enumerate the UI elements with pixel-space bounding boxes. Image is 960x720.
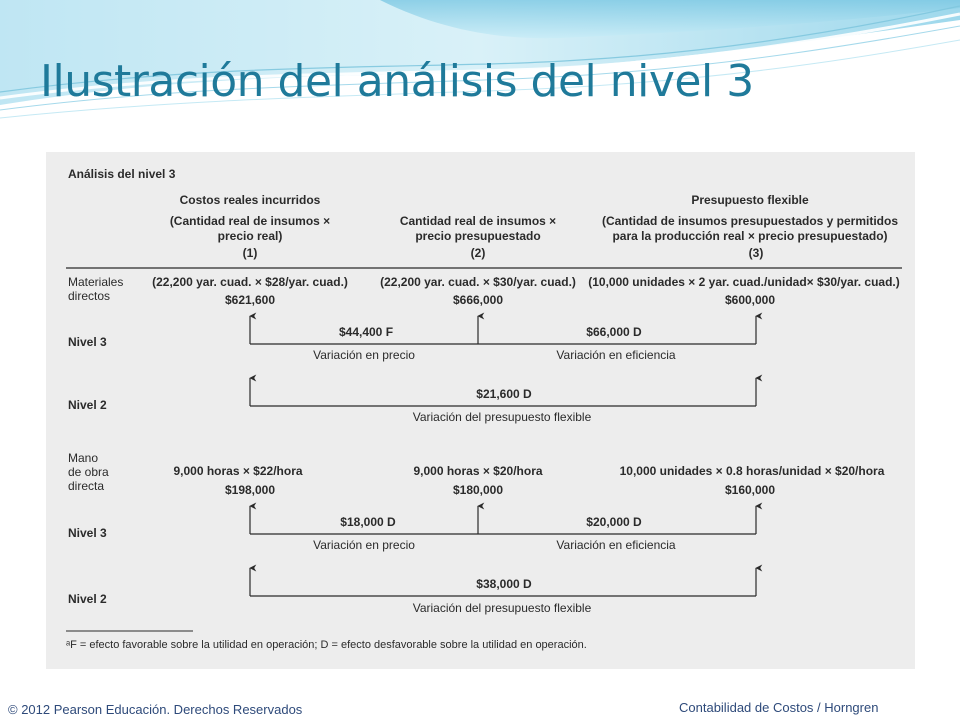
materials-label-line1: Materiales bbox=[68, 275, 124, 289]
column-2-subtitle: Cantidad real de insumos × bbox=[399, 214, 557, 228]
page-title: Ilustración del análisis del nivel 3 bbox=[40, 56, 754, 107]
materials-total-actual-budget-price: $666,000 bbox=[452, 293, 504, 307]
materials-efficiency-variance-label: Variación en eficiencia bbox=[556, 348, 676, 362]
labor-calc-actual: 9,000 horas × $22/hora bbox=[173, 464, 303, 478]
column-1-subtitle: (Cantidad real de insumos × bbox=[169, 214, 331, 228]
labor-calc-actual-budget-price: 9,000 horas × $20/hora bbox=[413, 464, 543, 478]
materials-total-actual: $621,600 bbox=[224, 293, 276, 307]
column-1-number: (1) bbox=[242, 246, 258, 260]
labor-total-flexible-budget: $160,000 bbox=[724, 483, 776, 497]
column-3-subtitle-cont: para la producción real × precio presupuestado) bbox=[612, 229, 888, 243]
variance-figure-panel bbox=[46, 152, 915, 669]
materials-flexible-budget-variance-label: Variación del presupuesto flexible bbox=[412, 410, 592, 424]
column-1-subtitle-cont: precio real) bbox=[217, 229, 283, 243]
materials-calc-actual-budget-price: (22,200 yar. cuad. × $30/yar. cuad.) bbox=[380, 275, 576, 289]
labor-label-line1: Mano bbox=[68, 451, 99, 465]
labor-level3-brackets bbox=[250, 506, 756, 534]
labor-level3-label: Nivel 3 bbox=[68, 526, 107, 540]
labor-calc-flexible-budget: 10,000 unidades × 0.8 horas/unidad × $20/hora bbox=[619, 464, 885, 478]
column-2-subtitle-cont: precio presupuestado bbox=[415, 229, 541, 243]
materials-label-line2: directos bbox=[68, 289, 111, 303]
labor-price-variance-amount: $18,000 D bbox=[340, 515, 396, 529]
materials-level3-brackets bbox=[250, 316, 756, 344]
column-3-subtitle: (Cantidad de insumos presupuestados y permitidos bbox=[601, 214, 899, 228]
figure-heading: Análisis del nivel 3 bbox=[68, 167, 176, 181]
column-3-number: (3) bbox=[748, 246, 764, 260]
labor-total-actual: $198,000 bbox=[224, 483, 276, 497]
labor-flexible-budget-variance-label: Variación del presupuesto flexible bbox=[412, 601, 592, 615]
variance-figure bbox=[46, 152, 915, 669]
footer-book-title: Contabilidad de Costos / Horngren bbox=[679, 700, 879, 715]
column-2-number: (2) bbox=[470, 246, 486, 260]
labor-efficiency-variance-amount: $20,000 D bbox=[586, 515, 642, 529]
materials-price-variance-label: Variación en precio bbox=[313, 348, 415, 362]
labor-price-variance-label: Variación en precio bbox=[313, 538, 415, 552]
column-1-title: Costos reales incurridos bbox=[179, 193, 321, 207]
materials-price-variance-amount: $44,400 F bbox=[338, 325, 394, 339]
materials-efficiency-variance-amount: $66,000 D bbox=[586, 325, 642, 339]
labor-label-line2: de obra bbox=[68, 465, 109, 479]
materials-level2-label: Nivel 2 bbox=[68, 398, 107, 412]
materials-calc-actual: (22,200 yar. cuad. × $28/yar. cuad.) bbox=[152, 275, 348, 289]
materials-flexible-budget-variance-amount: $21,600 D bbox=[476, 387, 532, 401]
labor-efficiency-variance-label: Variación en eficiencia bbox=[556, 538, 676, 552]
labor-label-line3: directa bbox=[68, 479, 105, 493]
footer-copyright: © 2012 Pearson Educación. Derechos Reservados bbox=[8, 702, 303, 717]
column-3-title: Presupuesto flexible bbox=[691, 193, 809, 207]
labor-level2-label: Nivel 2 bbox=[68, 592, 107, 606]
materials-calc-flexible-budget: (10,000 unidades × 2 yar. cuad./unidad× $30/yar. cuad.) bbox=[588, 275, 900, 289]
materials-level3-label: Nivel 3 bbox=[68, 335, 107, 349]
materials-total-flexible-budget: $600,000 bbox=[724, 293, 776, 307]
labor-flexible-budget-variance-amount: $38,000 D bbox=[476, 577, 532, 591]
footnote: ᵃF = efecto favorable sobre la utilidad en operación; D = efecto desfavorable sobre la utilidad en operación. bbox=[66, 639, 587, 651]
labor-total-actual-budget-price: $180,000 bbox=[452, 483, 504, 497]
